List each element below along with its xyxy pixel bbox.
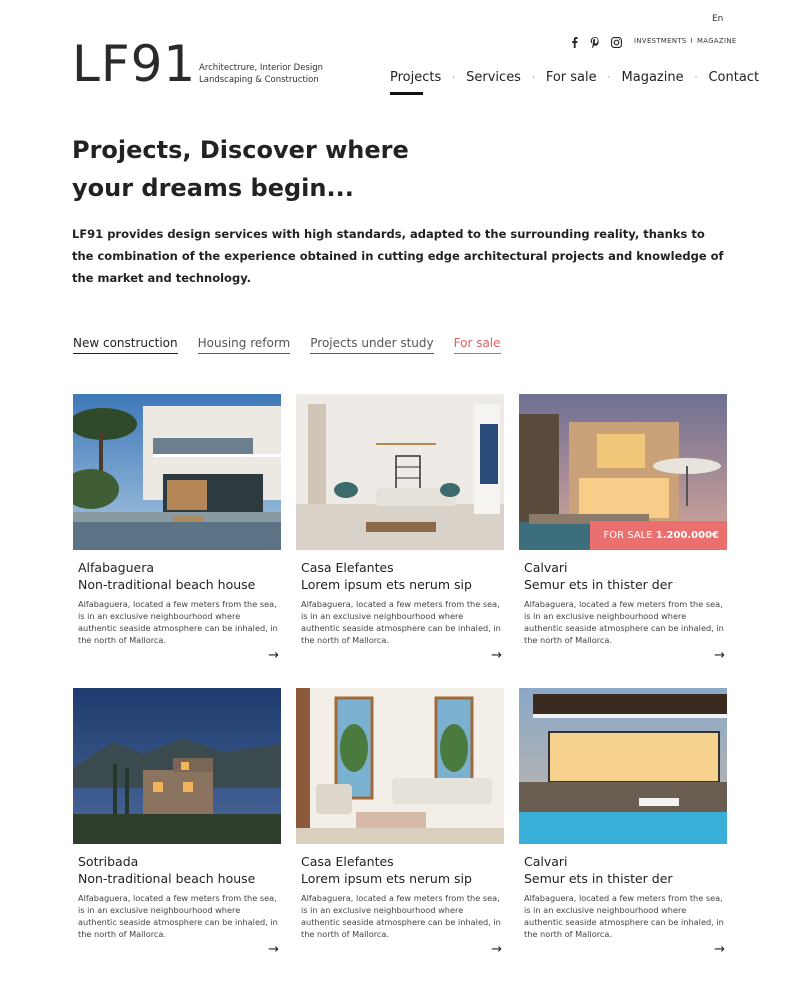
badge-label: FOR SALE	[603, 530, 653, 541]
project-subtitle: Semur ets in thister der	[524, 577, 673, 592]
logo[interactable]: LF91	[72, 35, 197, 93]
project-card[interactable]	[73, 394, 281, 663]
project-name: Sotribada	[78, 854, 139, 869]
pinterest-icon[interactable]	[589, 36, 601, 48]
project-subtitle: Lorem ipsum ets nerum sip	[301, 871, 472, 886]
badge-price: 1.200.000€	[655, 530, 719, 541]
project-description: Alfabaguera, located a few meters from the sea, is in an exclusive neighbourhood where authentic seaside atmosphere can be inhaled, in the north of Mallorca.	[301, 599, 501, 645]
filter-new-construction[interactable]: New construction	[73, 336, 178, 354]
project-image[interactable]	[73, 394, 281, 550]
arrow-right-icon[interactable]: →	[714, 942, 725, 957]
project-card[interactable]	[519, 688, 727, 957]
tagline-line-2: Landscaping & Construction	[199, 75, 319, 85]
nav-item-services[interactable]: Services	[466, 70, 521, 85]
project-description: Alfabaguera, located a few meters from the sea, is in an exclusive neighbourhood where authentic seaside atmosphere can be inhaled, in the north of Mallorca.	[301, 893, 501, 939]
filter-for-sale[interactable]: For sale	[454, 336, 501, 354]
nav-item-magazine[interactable]: Magazine	[621, 70, 684, 85]
nav-separator: ·	[607, 72, 611, 83]
toplinks-separator: I	[690, 37, 694, 45]
magazine-top-link[interactable]: MAGAZINE	[697, 37, 737, 45]
social-links	[568, 36, 622, 48]
facebook-icon[interactable]	[568, 36, 580, 48]
nav-item-contact[interactable]: Contact	[708, 70, 760, 85]
intro-line-2: the combination of the experience obtained in cutting edge architectural projects and knowledge of the market and technology.	[72, 249, 724, 285]
page-title: Projects, Discover where your dreams begin...	[72, 136, 409, 202]
top-links	[634, 37, 737, 45]
arrow-right-icon[interactable]: →	[714, 648, 725, 663]
project-image[interactable]	[296, 688, 504, 844]
project-image[interactable]	[519, 688, 727, 844]
tagline-line-1: Architectrure, Interior Design	[199, 63, 323, 73]
project-card[interactable]	[296, 394, 504, 663]
for-sale-badge	[590, 521, 727, 550]
project-subtitle: Lorem ipsum ets nerum sip	[301, 577, 472, 592]
project-image[interactable]	[296, 394, 504, 550]
project-image[interactable]	[73, 688, 281, 844]
main-nav	[390, 70, 759, 85]
project-card[interactable]	[519, 394, 727, 663]
instagram-icon[interactable]	[610, 36, 622, 48]
project-name: Casa Elefantes	[301, 560, 394, 575]
project-card[interactable]	[296, 688, 504, 957]
intro-text	[72, 223, 732, 289]
project-name: Calvari	[524, 854, 568, 869]
nav-separator: ·	[452, 72, 456, 83]
project-description: Alfabaguera, located a few meters from the sea, is in an exclusive neighbourhood where authentic seaside atmosphere can be inhaled, in the north of Mallorca.	[524, 893, 724, 939]
project-card[interactable]	[73, 688, 281, 957]
project-description: Alfabaguera, located a few meters from the sea, is in an exclusive neighbourhood where authentic seaside atmosphere can be inhaled, in the north of Mallorca.	[524, 599, 724, 645]
intro-line-1: LF91 provides design services with high standards, adapted to the surrounding reality, thanks to	[72, 227, 705, 241]
project-image[interactable]	[519, 394, 727, 550]
language-selector[interactable]: En	[712, 14, 724, 24]
arrow-right-icon[interactable]: →	[268, 648, 279, 663]
project-description: Alfabaguera, located a few meters from the sea, is in an exclusive neighbourhood where authentic seaside atmosphere can be inhaled, in the north of Mallorca.	[78, 893, 278, 939]
filter-projects-under-study[interactable]: Projects under study	[310, 336, 433, 354]
project-description: Alfabaguera, located a few meters from the sea, is in an exclusive neighbourhood where authentic seaside atmosphere can be inhaled, in the north of Mallorca.	[78, 599, 278, 645]
project-subtitle: Non-traditional beach house	[78, 871, 256, 886]
filter-housing-reform[interactable]: Housing reform	[198, 336, 291, 354]
nav-separator: ·	[531, 72, 535, 83]
project-subtitle: Non-traditional beach house	[78, 577, 256, 592]
arrow-right-icon[interactable]: →	[268, 942, 279, 957]
investments-link[interactable]: INVESTMENTS	[634, 37, 687, 45]
arrow-right-icon[interactable]: →	[491, 942, 502, 957]
category-filters	[73, 336, 501, 354]
project-name: Casa Elefantes	[301, 854, 394, 869]
nav-item-for-sale[interactable]: For sale	[545, 70, 597, 85]
nav-separator: ·	[694, 72, 698, 83]
tagline	[199, 62, 323, 86]
nav-item-projects[interactable]: Projects	[390, 70, 442, 85]
project-subtitle: Semur ets in thister der	[524, 871, 673, 886]
project-name: Alfabaguera	[78, 560, 155, 575]
arrow-right-icon[interactable]: →	[491, 648, 502, 663]
project-name: Calvari	[524, 560, 568, 575]
